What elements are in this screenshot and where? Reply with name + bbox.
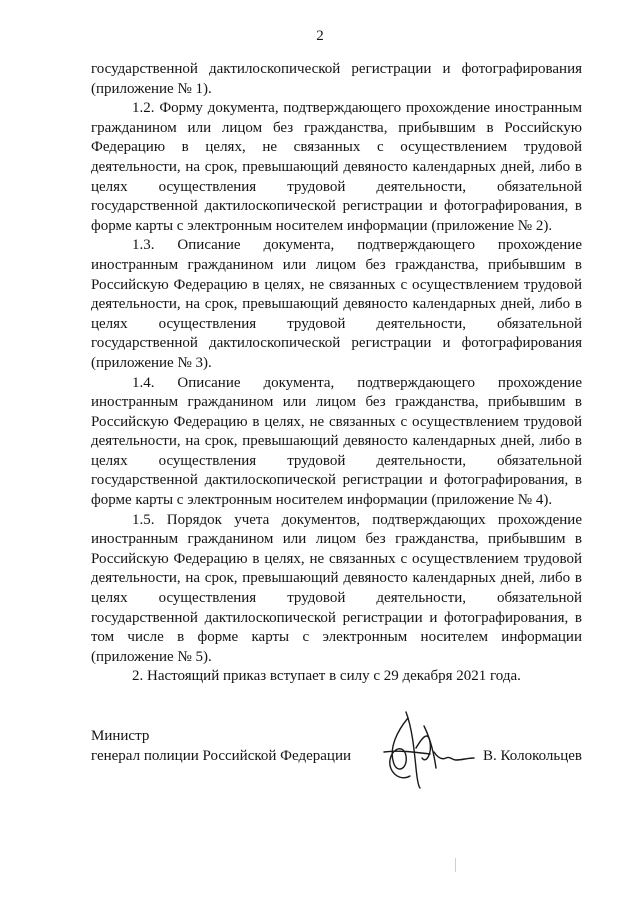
signature-block (91, 726, 582, 766)
paragraph-1-5: 1.5. Порядок учета документов, подтверждающих прохождение иностранным гражданином или лицом без гражданства, прибывшим в Российскую Федерацию в целях, не связанных с осуществлением трудовой деятельности, на срок, превышающий девяносто календарных дней, либо в целях осуществления трудовой деятельности, обязательной государственной дактилоскопической регистрации и фотографирования, в том числе в форме карты с электронным носителем информации (приложение № 5). (91, 511, 582, 665)
paragraph-1-3: 1.3. Описание документа, подтверждающего прохождение иностранным гражданином или лицом без гражданства, прибывшим в Российскую Федерацию в целях, не связанных с осуществлением трудовой деятельности, на срок, превышающий девяносто календарных дней, либо в целях осуществления трудовой деятельности, обязательной государственной дактилоскопической регистрации и фотографирования (приложение № 3). (91, 237, 582, 371)
paragraph-1-2: 1.2. Форму документа, подтверждающего прохождение иностранным гражданином или лицом без гражданства, прибывшим в Российскую Федерацию в целях, не связанных с осуществлением трудовой деятельности, на срок, превышающий девяносто календарных дней, либо в целях осуществления трудовой деятельности, обязательной государственной дактилоскопической регистрации и фотографирования, в форме карты с электронным носителем информации (приложение № 2). (91, 100, 582, 234)
paragraph-1-4: 1.4. Описание документа, подтверждающего прохождение иностранным гражданином или лицом без гражданства, прибывшим в Российскую Федерацию в целях, не связанных с осуществлением трудовой деятельности, на срок, превышающий девяносто календарных дней, либо в целях осуществления трудовой деятельности, обязательной государственной дактилоскопической регистрации и фотографирования, в форме карты с электронным носителем информации (приложение № 4). (91, 374, 582, 509)
page-number: 2 (316, 28, 324, 44)
signer-position-title: Министр (91, 728, 150, 744)
paragraph-continuation: государственной дактилоскопической регистрации и фотографирования (приложение № 1). (91, 61, 582, 97)
signer-position-rank: генерал полиции Российской Федерации (91, 748, 352, 764)
signer-name: В. Колокольцев (483, 748, 582, 764)
document-body (91, 60, 582, 687)
paragraph-2-effective-date: 2. Настоящий приказ вступает в силу с 29 декабря 2021 года. (132, 668, 521, 685)
scan-artifact-line (455, 858, 456, 872)
handwritten-signature-icon (378, 708, 478, 790)
